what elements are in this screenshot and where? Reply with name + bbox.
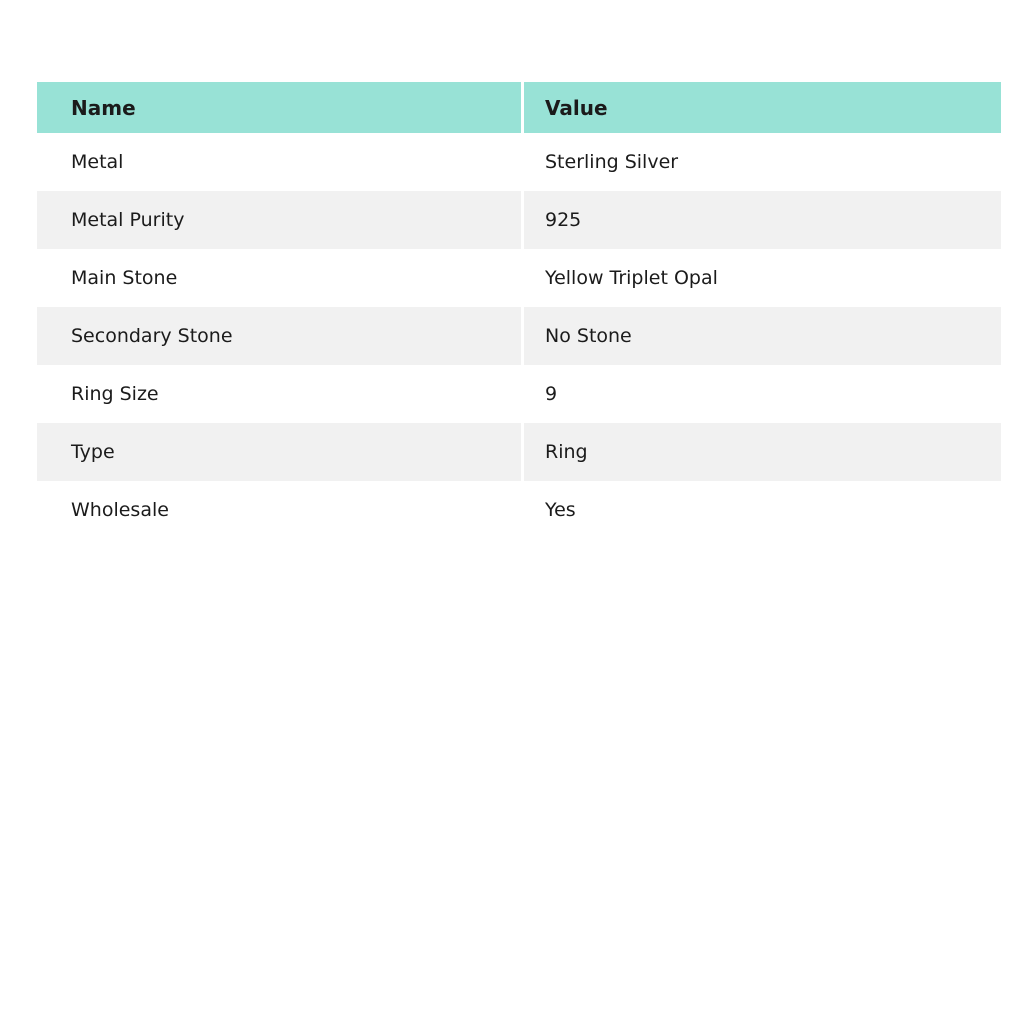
attribute-name-cell: Type <box>37 423 521 481</box>
attribute-value-cell: Yes <box>524 481 1001 539</box>
table-header-row <box>37 82 1001 133</box>
attribute-name-cell: Metal <box>37 133 521 191</box>
attribute-name-cell: Metal Purity <box>37 191 521 249</box>
table-row <box>37 307 1001 365</box>
column-header-name: Name <box>37 82 521 133</box>
attribute-value-cell: 925 <box>524 191 1001 249</box>
table-body <box>37 133 1001 539</box>
table-row <box>37 423 1001 481</box>
table-row <box>37 481 1001 539</box>
attribute-name-cell: Secondary Stone <box>37 307 521 365</box>
attribute-name-cell: Wholesale <box>37 481 521 539</box>
table-row <box>37 191 1001 249</box>
table-row <box>37 133 1001 191</box>
attribute-value-cell: No Stone <box>524 307 1001 365</box>
column-header-value: Value <box>524 82 1001 133</box>
attribute-value-cell: Sterling Silver <box>524 133 1001 191</box>
attribute-name-cell: Ring Size <box>37 365 521 423</box>
table-row <box>37 249 1001 307</box>
attribute-value-cell: Yellow Triplet Opal <box>524 249 1001 307</box>
attribute-value-cell: Ring <box>524 423 1001 481</box>
table-row <box>37 365 1001 423</box>
product-attributes-table <box>37 82 1001 539</box>
attribute-name-cell: Main Stone <box>37 249 521 307</box>
attribute-value-cell: 9 <box>524 365 1001 423</box>
